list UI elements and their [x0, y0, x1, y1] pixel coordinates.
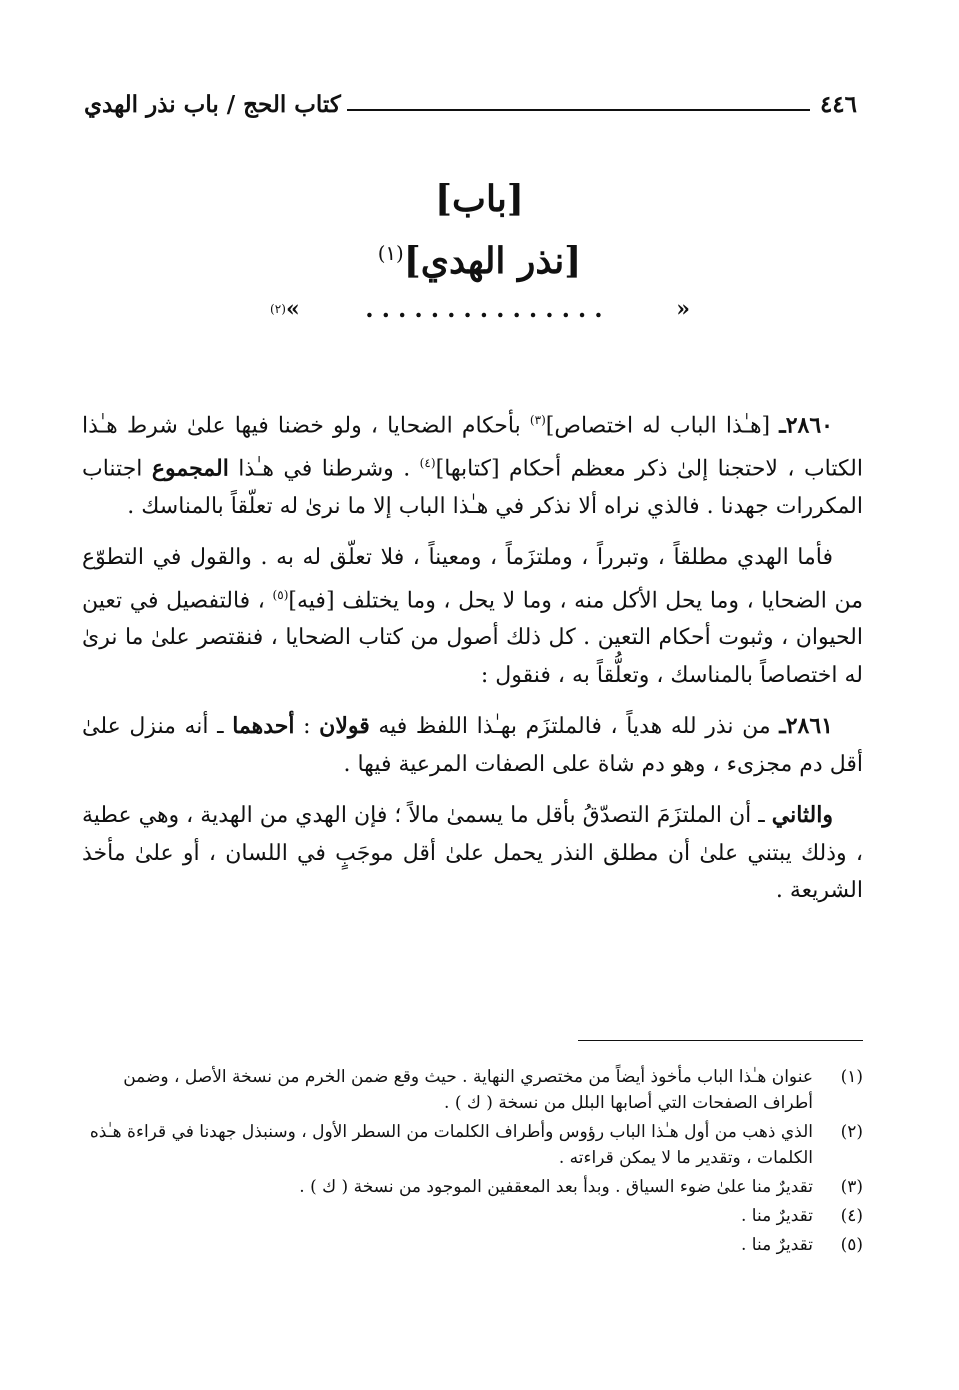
page-number: ٤٤٦ [819, 90, 857, 118]
bold-term: والثاني [771, 802, 833, 829]
footnote-ref: (٣) [529, 413, 546, 427]
chapter-label-text: [باب] [435, 178, 524, 220]
paragraph-number: ٢٨٦١ـ [779, 713, 833, 740]
footnote-number: (٥) [840, 1235, 863, 1255]
running-title: كتاب الحج / باب نذر الهدي [84, 90, 341, 118]
footnote-ref: (٥) [272, 587, 289, 602]
footnote-text: الذي ذهب من أول هـٰذا الباب رؤوس وأطراف الكلمات من السطر الأول ، وسنبذل جهدنا في قراءة هـٰذه الكلمات ، وتقدير ما لا يمكن قراءته . [89, 1122, 813, 1168]
footnote-4 [82, 1203, 863, 1229]
paragraph-continuation [82, 539, 863, 694]
paragraph-text: ـ أنه منزل علىٰ أقل دم مجزىء ، وهو دم شاة على الصفات المرعية فيها . [82, 714, 863, 777]
paragraph-text: [هـٰذا الباب له اختصاص] [545, 413, 780, 439]
footnote-5 [82, 1232, 863, 1258]
footnote-text: عنوان هـٰذا الباب مأخوذ أيضاً من مختصري النهاية . حيث وقع ضمن الخرم من نسخة الأصل ، وضمن أطراف الصفحات التي أصابها البلل من نسخة ( ك ) . [123, 1067, 813, 1113]
footnote-number: (٣) [840, 1177, 863, 1197]
paragraph-text: من نذر لله هدياً ، فالملتزَم بهـٰذا اللفظ فيه [369, 714, 780, 740]
bold-term: أحدهما [232, 713, 295, 740]
chapter-title [0, 240, 959, 282]
footnote-2 [82, 1119, 863, 1171]
footnotes [82, 1064, 863, 1261]
lacuna-dots: ............... [365, 294, 611, 323]
paragraph-2861 [82, 708, 863, 783]
bold-term: المجموع [151, 455, 229, 482]
footnote-separator [578, 1040, 863, 1041]
paragraph-text: : [294, 714, 320, 740]
footnote-text: تقديرٌ منا . [741, 1206, 813, 1226]
footnote-3 [82, 1174, 863, 1200]
footnote-number: (٤) [840, 1206, 863, 1226]
footnote-ref: (١) [377, 242, 404, 265]
lacuna-open-quote: « [676, 295, 690, 322]
body-text [82, 402, 863, 924]
paragraph-text: ـ أن الملتزَمَ التصدّقُ بأقل ما يسمىٰ مالاً ؛ فإن الهدي من الهدية ، وهي عطية ، وذلك يبتني علىٰ أن مطلق النذر يحمل علىٰ أقل موجَبٍ في اللسان ، أو علىٰ مأخذ الشريعة . [82, 803, 863, 904]
header-rule [347, 109, 810, 111]
running-header [84, 84, 857, 124]
footnote-number: (٢) [840, 1122, 863, 1142]
footnote-text: تقديرٌ منا علىٰ ضوء السياق . وبدأ بعد المعقفين الموجود من نسخة ( ك ) . [299, 1177, 813, 1197]
footnote-text: تقديرٌ منا . [741, 1235, 813, 1255]
footnote-number: (١) [840, 1067, 863, 1087]
paragraph-text: . وشرطنا في هـٰذا [228, 456, 420, 482]
lacuna-close-quote: » [285, 295, 300, 322]
paragraph-text: بأحكام الضحايا ، ولو خضنا فيها علىٰ شرط هـٰذا الكتاب ، لاحتجنا إلىٰ ذكر معظم أحكام [كتابها] [82, 413, 863, 482]
paragraph-number: ٢٨٦٠ـ [779, 412, 833, 439]
lacuna-line [270, 294, 690, 323]
paragraph-second-opinion [82, 797, 863, 910]
chapter-title-text: [نذر الهدي] [403, 240, 582, 282]
footnote-ref: (٢) [270, 301, 286, 316]
paragraph-text: ، فالتفصيل في تعين الحيوان ، وثبوت أحكام التعين . كل ذلك أصول من كتاب الضحايا ، فنقتصر علىٰ ما نرىٰ له اختصاصاً بالمناسك ، وتعلُّقاً به ، فنقول : [82, 587, 863, 688]
paragraph-text: اجتناب المكررات جهدنا . فالذي نراه ألا نذكر في هـٰذا الباب إلا ما نرىٰ له تعلّقاً بالمناسك . [82, 456, 863, 519]
footnote-1 [82, 1064, 863, 1116]
bold-term: قولان [319, 713, 370, 740]
paragraph-text: فأما الهدي مطلقاً ، وتبرراً ، وملتزَماً ، ومعيناً ، فلا تعلّق له به . والقول في التطوّع من الضحايا ، وما يحل الأكل منه ، وما لا يحل ، وما يختلف [فيه] [82, 545, 863, 613]
paragraph-2860 [82, 402, 863, 525]
chapter-label [0, 178, 959, 220]
footnote-ref: (٤) [419, 455, 436, 470]
